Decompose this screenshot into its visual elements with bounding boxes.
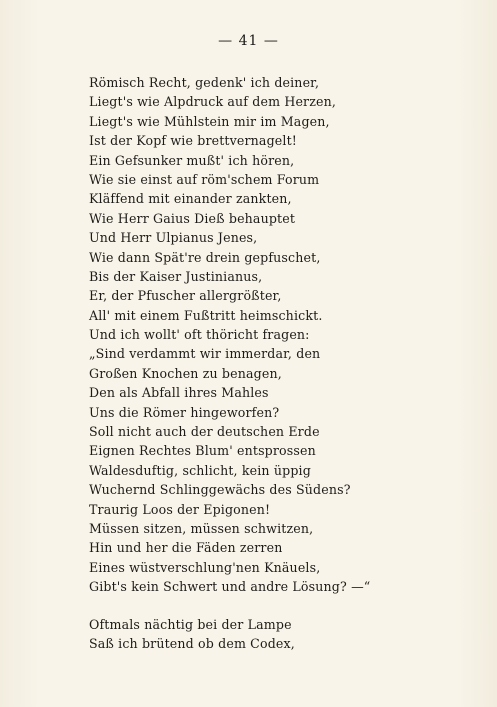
- verse-line: Gibt's kein Schwert und andre Lösung? —“: [89, 579, 371, 595]
- verse-line: All' mit einem Fußtritt heimschickt.: [89, 307, 323, 323]
- verse-line: Müssen sitzen, müssen schwitzen,: [89, 520, 314, 536]
- verse-line: Liegt's wie Alpdruck auf dem Herzen,: [89, 94, 337, 110]
- verse-line: Eines wüstverschlung'nen Knäuels,: [89, 559, 321, 575]
- verse-line: Wie dann Spät're drein gepfuschet,: [89, 249, 321, 265]
- verse-line: Den als Abfall ihres Mahles: [89, 385, 269, 401]
- stanza-2: [89, 615, 419, 654]
- verse-line: Wie sie einst auf röm'schem Forum: [89, 171, 320, 187]
- poem-body: [89, 73, 419, 653]
- verse-line: Soll nicht auch der deutschen Erde: [89, 424, 320, 440]
- verse-line: Und Herr Ulpianus Jenes,: [89, 230, 258, 246]
- verse-line: Uns die Römer hingeworfen?: [89, 404, 280, 420]
- page-number: — 41 —: [218, 33, 279, 49]
- verse-line: Wie Herr Gaius Dieß behauptet: [89, 210, 296, 226]
- verse-line: Wuchernd Schlinggewächs des Südens?: [89, 482, 351, 498]
- stanza-1: [89, 73, 419, 597]
- verse-line: Ist der Kopf wie brettvernagelt!: [89, 133, 298, 149]
- verse-line: „Sind verdammt wir immerdar, den: [89, 346, 321, 362]
- verse-line: Traurig Loos der Epigonen!: [89, 501, 271, 517]
- verse-line: Er, der Pfuscher allergrößter,: [89, 288, 282, 304]
- verse-line: Kläffend mit einander zankten,: [89, 191, 292, 207]
- verse-line: Und ich wollt' oft thöricht fragen:: [89, 327, 310, 343]
- verse-line: Saß ich brütend ob dem Codex,: [89, 635, 295, 651]
- verse-line: Großen Knochen zu benagen,: [89, 365, 282, 381]
- verse-line: Römisch Recht, gedenk' ich deiner,: [89, 75, 320, 90]
- verse-line: Ein Gefsunker mußt' ich hören,: [89, 152, 295, 168]
- verse-line: Bis der Kaiser Justinianus,: [89, 268, 263, 284]
- verse-line: Waldesduftig, schlicht, kein üppig: [89, 462, 311, 478]
- verse-line: Eignen Rechtes Blum' entsprossen: [89, 443, 316, 459]
- verse-line: Liegt's wie Mühlstein mir im Magen,: [89, 113, 330, 129]
- verse-line: Oftmals nächtig bei der Lampe: [89, 616, 292, 632]
- verse-line: Hin und her die Fäden zerren: [89, 540, 283, 556]
